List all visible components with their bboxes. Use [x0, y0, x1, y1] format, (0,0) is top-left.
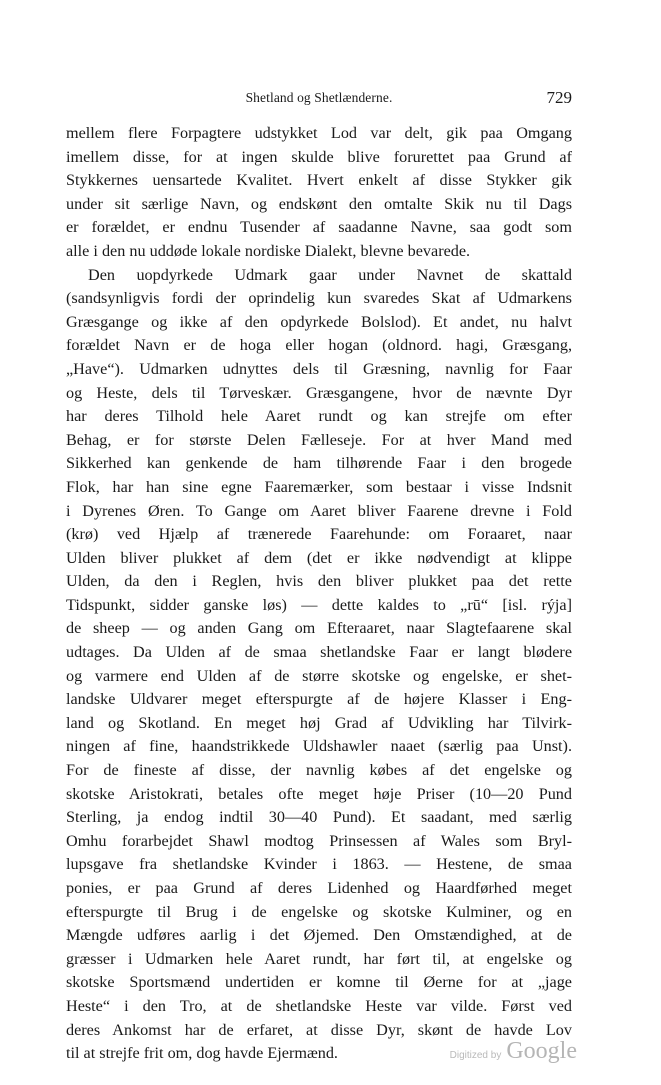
text-line: Ulden, da den i Reglen, hvis den bliver plukket paa det rette	[66, 572, 572, 591]
text-line: Tidspunkt, sidder ganske løs) — dette kaldes to „rū“ [isl. rýja]	[66, 595, 572, 614]
text-line: og Heste, dels til Tørveskær. Græsgangene, hvor de nævnte Dyr	[66, 383, 572, 402]
text-line: (krø) ved Hjælp af trænerede Faarehunde: om Foraaret, naar	[66, 525, 572, 544]
text-line: er forældet, er endnu Tusender af saadanne Navne, saa godt som	[66, 218, 572, 237]
digitized-label: Digitized by	[449, 1050, 502, 1061]
text-line: og varmere end Ulden af de større skotske og engelske, er shet-	[66, 666, 572, 685]
page-header	[66, 88, 572, 112]
text-line: Flok, har han sine egne Faaremærker, som bestaar i visse Indsnit	[66, 477, 572, 496]
text-line: Den uopdyrkede Udmark gaar under Navnet de skattald	[88, 265, 572, 284]
text-line: Mængde udføres aarlig i det Øjemed. Den Omstændighed, at de	[66, 926, 572, 945]
text-line: For de fineste af disse, der navnlig købes af det engelske og	[66, 761, 572, 780]
text-line: Behag, er for største Delen Fælleseje. For at hver Mand med	[66, 430, 572, 449]
brand-logo: Google	[506, 1038, 577, 1064]
text-line: Ulden bliver plukket af dem (det er ikke nødvendigt at klippe	[66, 548, 572, 567]
text-line: landske Uldvarer meget efterspurgte af de højere Klasser i Eng-	[66, 690, 572, 709]
text-line: de sheep — og anden Gang om Efteraaret, naar Slagtefaarene skal	[66, 619, 572, 638]
text-line: land og Skotland. En meget høj Grad af Udvikling har Tilvirk-	[66, 713, 572, 732]
text-line: Heste“ i den Tro, at de shetlandske Heste var vilde. Først ved	[66, 996, 572, 1015]
text-line: skotske Aristokrati, betales ofte meget høje Priser (10—20 Pund	[66, 784, 572, 803]
body-text	[66, 122, 572, 1066]
text-line: efterspurgte til Brug i de engelske og skotske Kulminer, og en	[66, 902, 572, 921]
text-line: udtages. Da Ulden af de smaa shetlandske Faar er langt blødere	[66, 643, 572, 662]
text-line: Græsgange og ikke af den opdyrkede Bolslod). Et andet, nu halvt	[66, 312, 572, 331]
text-line: forældet Navn er de hoga eller hogan (oldnord. hagi, Græsgang,	[66, 336, 572, 355]
text-line: lupsgave fra shetlandske Kvinder i 1863. — Hestene, de smaa	[66, 855, 572, 874]
text-line: Omhu forarbejdet Shawl modtog Prinsessen af Wales som Bryl-	[66, 831, 572, 850]
text-line: imellem disse, for at ingen skulde blive forurettet paa Grund af	[66, 147, 572, 166]
text-line: græsser i Udmarken hele Aaret rundt, har ført til, at engelske og	[66, 949, 572, 968]
running-title: Shetland og Shetlænderne.	[245, 90, 393, 105]
text-line: under sit særlige Navn, og endskønt den omtalte Skik nu til Dags	[66, 194, 572, 213]
text-line: mellem flere Forpagtere udstykket Lod var delt, gik paa Omgang	[66, 124, 572, 142]
text-line: deres Ankomst har de erfaret, at disse Dyr, skønt de havde Lov	[66, 1020, 572, 1039]
digitized-watermark	[450, 1038, 577, 1065]
text-line: alle i den nu uddøde lokale nordiske Dialekt, blevne bevarede.	[66, 241, 471, 260]
text-line: Sikkerhed kan genkende de ham tilhørende Faar i den brogede	[66, 454, 572, 473]
text-line: Sterling, ja endog indtil 30—40 Pund). Et saadant, med særlig	[66, 808, 572, 827]
text-line: ponies, er paa Grund af deres Lidenhed og Haardførhed meget	[66, 879, 572, 897]
text-line: ningen af fine, haandstrikkede Uldshawler naaet (særlig paa Unst).	[66, 737, 572, 756]
page-number: 729	[546, 88, 572, 107]
text-line: (sandsynligvis fordi der oprindelig kun svaredes Skat af Udmarkens	[66, 289, 572, 308]
text-line: i Dyrenes Øren. To Gange om Aaret bliver Faarene drevne i Fold	[66, 501, 572, 520]
text-line: har deres Tilhold hele Aaret rundt og kan strejfe om efter	[66, 407, 572, 426]
text-line: „Have“). Udmarken udnyttes dels til Græsning, navnlig for Faar	[66, 359, 572, 378]
text-line: skotske Sportsmænd undertiden er komne til Øerne for at „jage	[66, 973, 572, 992]
text-line: Stykkernes uensartede Kvalitet. Hvert enkelt af disse Stykker gik	[66, 171, 572, 190]
text-line: til at strejfe frit om, dog havde Ejermænd.	[66, 1044, 338, 1063]
